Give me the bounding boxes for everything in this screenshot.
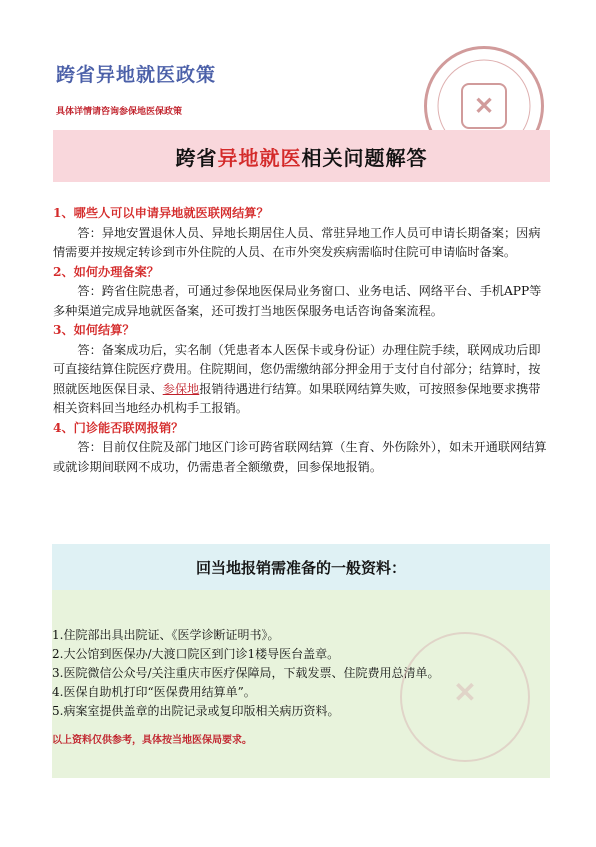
materials-footnote: 以上资料仅供参考，具体按当地医保局要求。 [52, 735, 252, 746]
materials-item: 3.医院微信公众号/关注重庆市医疗保障局，下载发票、住院费用总清单。 [52, 666, 440, 680]
materials-item: 4.医保自助机打印“医保费用结算单”。 [52, 685, 256, 699]
banner-text-highlight: 异地就医 [217, 146, 302, 170]
materials-title: 回当地报销需准备的一般资料： [195, 559, 406, 577]
materials-item: 2.大公馆到医保办/大渡口院区到门诊1楼导医台盖章。 [52, 647, 340, 661]
faq-answer-3-underlined: 参保地 [162, 381, 200, 396]
faq-section [53, 204, 550, 477]
faq-answer-3-part1: 答：备案成功后，实名制（凭患者本人医保卡或身份证）办理住院手续，联网成功后即可直接结算住院医疗费用。住院期间，您仍需缴纳部分押金用于支付自付部分；结算时，按照就医地医保目录、 [53, 342, 541, 396]
faq-answer-2: 答：跨省住院患者，可通过参保地医保局业务窗口、业务电话、网络平台、手机APP等多种渠道完成异地就医备案，还可拨打当地医保服务电话咨询备案流程。 [53, 284, 542, 318]
seal-mark: ✕ [473, 91, 495, 120]
banner-text-part2: 相关问题解答 [301, 146, 428, 170]
faq-answer-1: 答：异地安置退休人员、异地长期居住人员、常驻异地工作人员可申请长期备案；因病情需要并按规定转诊到市外住院的人员、在市外突发疾病需临时住院可申请临时备案。 [53, 225, 541, 259]
watermark-seal-icon: ✕ [400, 632, 530, 762]
faq-banner-title [53, 142, 550, 171]
faq-question-4: 4、门诊能否联网报销？ [53, 420, 184, 435]
faq-answer-3 [53, 341, 550, 419]
faq-banner [53, 130, 550, 182]
faq-question-3: 3、如何结算？ [53, 323, 135, 337]
page-title: 跨省异地就医政策 [56, 64, 217, 86]
materials-item: 1.住院部出具出院证、《医学诊断证明书》。 [52, 628, 280, 642]
faq-answer-4: 答：目前仅住院及部门地区门诊可跨省联网结算（生育、外伤除外），如未开通联网结算或就诊期间联网不成功，仍需患者全额缴费，回参保地报销。 [53, 440, 547, 474]
materials-header [52, 544, 550, 590]
materials-list [52, 626, 440, 721]
policy-note: 具体详情请咨询参保地医保政策 [56, 107, 183, 117]
banner-text-part1: 跨省 [175, 146, 218, 170]
faq-question-2: 2、如何办理备案？ [53, 264, 159, 279]
faq-question-1: 1、哪些人可以申请异地就医联网结算？ [53, 206, 269, 220]
materials-item: 5.病案室提供盖章的出院记录或复印版相关病历资料。 [52, 704, 340, 718]
faq-answer-3-part2: 报销待遇进行结算。如果联网结算失败，可按照参保地要求携带相关资料回当地经办机构手工报销。 [53, 381, 541, 415]
